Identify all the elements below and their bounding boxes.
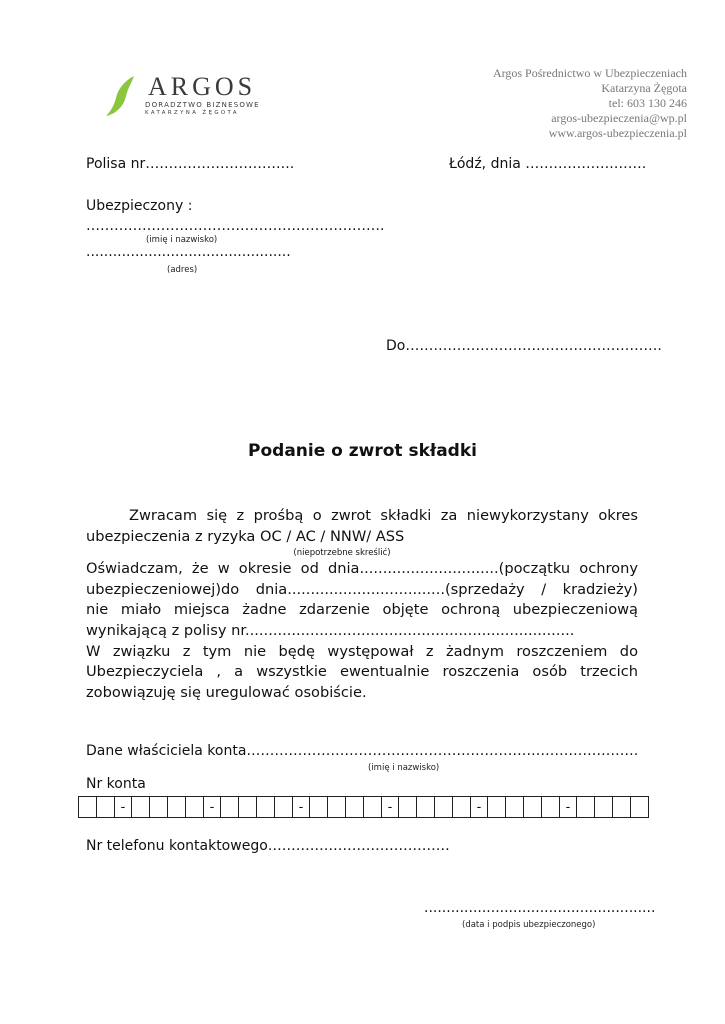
account-number-grid[interactable] (78, 796, 649, 818)
insured-name-note: (imię i nazwisko) (146, 235, 218, 245)
account-number-label: Nr konta (86, 776, 146, 792)
account-digit-cell[interactable] (612, 797, 630, 818)
request-paragraph (86, 506, 638, 703)
paragraph-line: Zwracam się z prośbą o zwrot składki za niewykorzystany okres (129, 507, 638, 524)
contact-person: Katarzyna Żęgota (601, 81, 687, 95)
contact-phone: tel: 603 130 246 (608, 96, 687, 110)
account-digit-cell[interactable] (167, 797, 185, 818)
account-digit-cell[interactable] (79, 797, 97, 818)
paragraph-line: ubezpieczenia z ryzyka OC / AC / NNW/ ASS (86, 527, 405, 545)
paragraph-line: ubezpieczeniowej)do dnia..................................(sprzedaży / kradzieży) (86, 580, 638, 598)
account-separator-cell: - (470, 797, 488, 818)
insured-address-note: (adres) (167, 265, 198, 275)
recipient-field[interactable]: Do………………………………………………. (386, 338, 662, 354)
contact-phone-field[interactable]: Nr telefonu kontaktowego………………………………… (86, 838, 450, 854)
account-digit-cell[interactable] (523, 797, 541, 818)
account-digit-cell[interactable] (221, 797, 239, 818)
account-separator-cell: - (381, 797, 399, 818)
account-digit-cell[interactable] (541, 797, 559, 818)
account-separator-cell: - (292, 797, 310, 818)
paragraph-line: Ubezpieczyciela , a wszystkie ewentualnie roszczenia osób trzecich (86, 663, 638, 681)
account-owner-field[interactable]: Dane właściciela konta………………………………………………………………………… (86, 743, 639, 759)
logo-owner: KATARZYNA ŻĘGOTA (145, 110, 239, 116)
account-digit-cell[interactable] (434, 797, 452, 818)
account-digit-cell[interactable] (256, 797, 274, 818)
account-digit-cell[interactable] (452, 797, 470, 818)
strike-note: (niepotrzebne skreślić) (293, 548, 391, 559)
account-digit-cell[interactable] (630, 797, 648, 818)
account-digit-cell[interactable] (345, 797, 363, 818)
paragraph-line: zobowiązuję się uregulować osobiście. (86, 683, 367, 701)
policy-number-field[interactable]: Polisa nr………………………….. (86, 156, 295, 172)
account-digit-cell[interactable] (132, 797, 150, 818)
account-digit-cell[interactable] (96, 797, 114, 818)
signature-field[interactable]: .................................................... (424, 900, 656, 916)
contact-email[interactable]: argos-ubezpieczenia@wp.pl (551, 111, 687, 125)
logo-brand: ARGOS (148, 72, 257, 101)
account-digit-cell[interactable] (310, 797, 328, 818)
argos-logo-leaf-icon (104, 74, 144, 118)
account-digit-cell[interactable] (506, 797, 524, 818)
place-date-field[interactable]: Łódź, dnia ……………….……. (449, 156, 647, 172)
company-name: Argos Pośrednictwo w Ubezpieczeniach (492, 66, 687, 80)
account-digit-cell[interactable] (185, 797, 203, 818)
insured-name-field[interactable]: ………………………………………………………. (86, 218, 385, 234)
document-title: Podanie o zwrot składki (248, 441, 477, 461)
paragraph-line: Oświadczam, że w okresie od dnia..............................(początku ochrony (86, 560, 638, 578)
insured-label: Ubezpieczony : (86, 198, 193, 214)
account-digit-cell[interactable] (274, 797, 292, 818)
account-separator-cell: - (203, 797, 221, 818)
account-digit-cell[interactable] (417, 797, 435, 818)
account-digit-cell[interactable] (488, 797, 506, 818)
account-digit-cell[interactable] (363, 797, 381, 818)
contact-website[interactable]: www.argos-ubezpieczenia.pl (548, 126, 687, 140)
account-digit-cell[interactable] (328, 797, 346, 818)
paragraph-line: wynikającą z polisy nr....................................................................... (86, 621, 575, 639)
leaf-icon (106, 76, 134, 116)
account-digit-cell[interactable] (399, 797, 417, 818)
account-separator-cell: - (559, 797, 577, 818)
account-owner-note: (imię i nazwisko) (368, 763, 440, 773)
signature-note: (data i podpis ubezpieczonego) (462, 920, 596, 930)
paragraph-line: W związku z tym nie będę występował z żadnym roszczeniem do (86, 642, 638, 660)
account-digit-cell[interactable] (595, 797, 613, 818)
contact-block (493, 66, 687, 141)
insured-address-field[interactable]: .............................................. (86, 244, 291, 260)
logo-subtitle: DORADZTWO BIZNESOWE (145, 101, 260, 109)
account-digit-cell[interactable] (239, 797, 257, 818)
paragraph-line: nie miało miejsca żadne zdarzenie objęte ochroną ubezpieczeniową (86, 601, 638, 619)
account-separator-cell: - (114, 797, 132, 818)
account-digit-cell[interactable] (150, 797, 168, 818)
account-digit-cell[interactable] (577, 797, 595, 818)
